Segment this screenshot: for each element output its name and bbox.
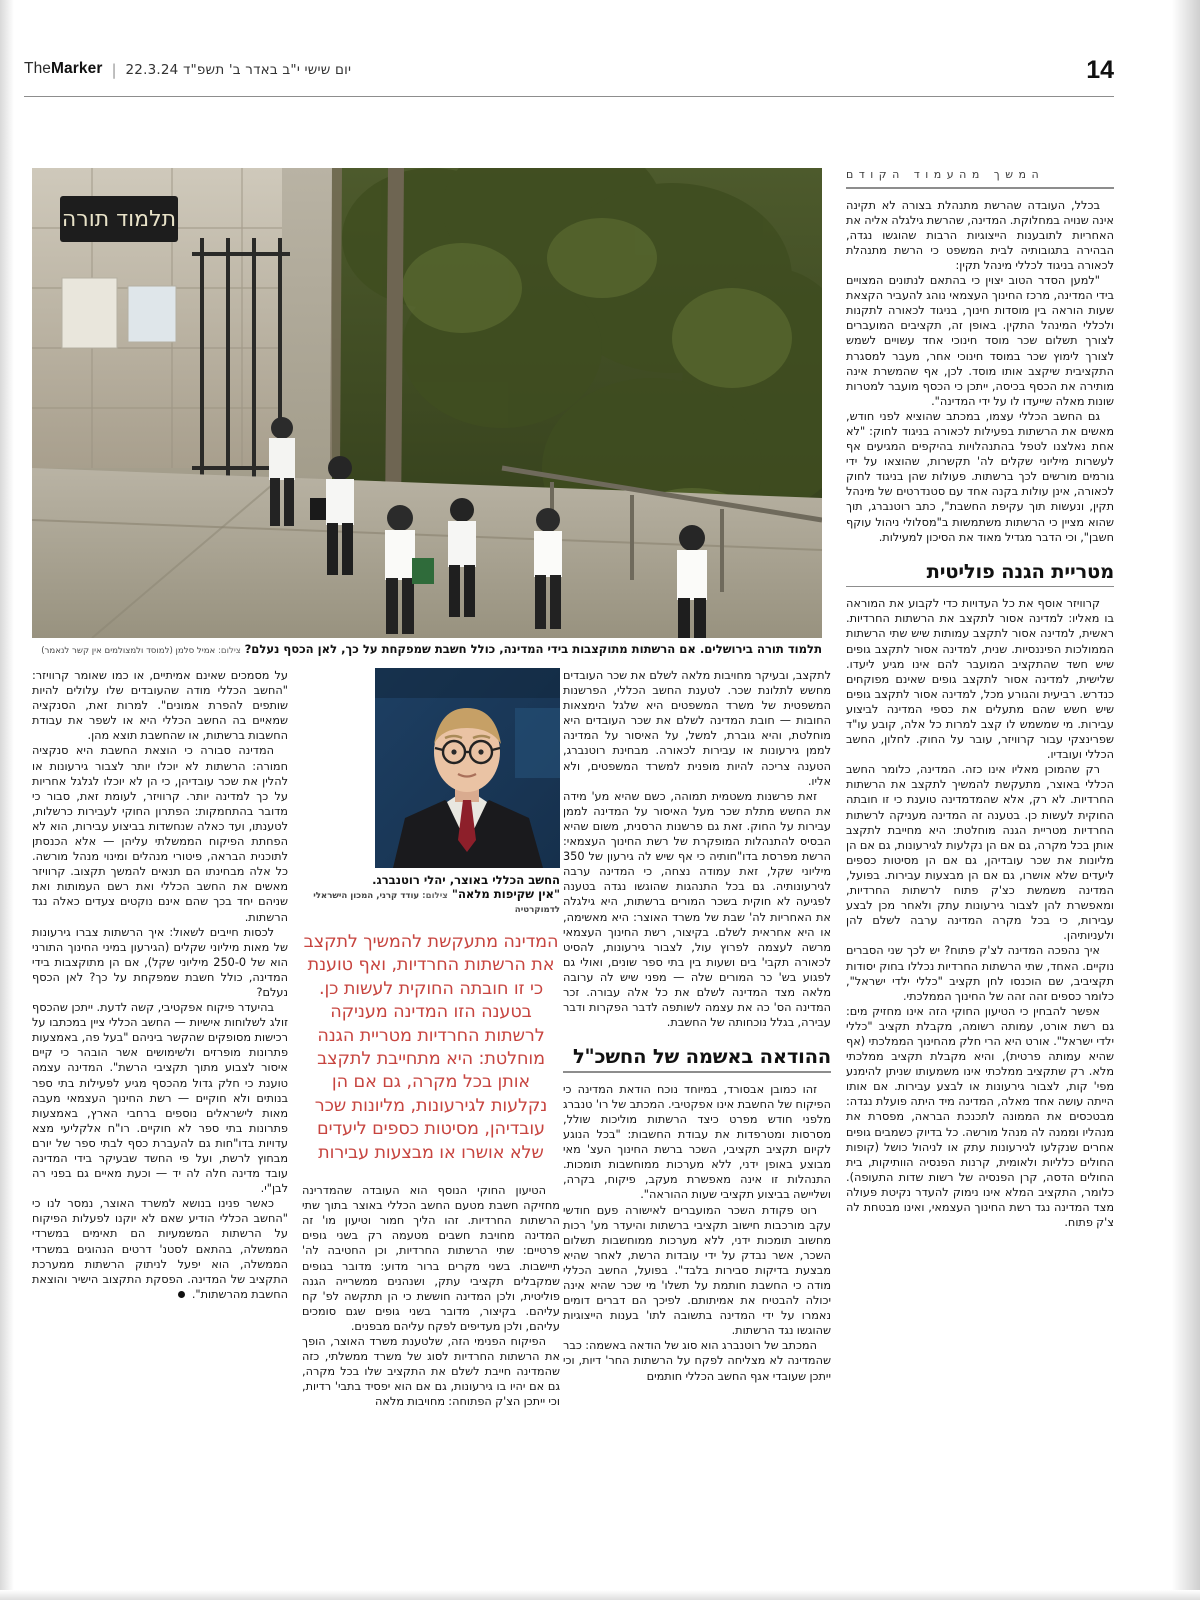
portrait-photo [375,668,560,868]
lead-photo-caption [32,642,822,656]
lead-photo-credit-label: צילום: [218,646,241,656]
paragraph: רק שהמוכן מאליו אינו כזה. המדינה, כלומר החשב הכללי באוצר, מתעקשת להמשיך לתקצב את הרשתות החרדיות. לא רק, אלא שהמדמדינה טוענת כי זו חובתה החוקית לעשות כן. בטענה זה המדינה מעניקה לרשתות החרדיות מטריית הגנה מוחלטת: היא מחייבת לתקצב אותן בכל מקרה, גם אם הן נקלעות לגירעונות, גם אם הן מליונות את שכר עובדיהן, גם אם הן מסיטות כספים ליעדים שלא אושרו, גם אם הן מבצעות עבירות. בפועל, המדינה משמשת כצ'ק פתוח לרשתות החרדיות, ומאפשרת להן לצבור גירעונות עתק ולאחר מכן לבצע עבירות, כי בכל מקרה המדינה ערבה לשלם להן ולעניותיהן. [846,763,1114,943]
paragraph [32,1196,288,1302]
lead-photo-credit-name: אמיל סלמן (למוסד ולמצולמים אין קשר לנאמר) [41,646,216,656]
section-rule [846,586,1114,588]
continuation-label: המשך מהעמוד הקודם [846,168,1045,181]
paragraph: המדינה סבורה כי הוצאת החשבת היא סנקציה חמורה: הרשתות לא יוכלו יותר לצבור גירעונות או להלין את שכר עובדיהן, כי הן לא יוכלו לגלגל אחריות על כך למדינה יותר. קרוויזר, לעומת זאת, סבור כי מדובר בהתחמקות: הפתרון החוקי לעבירות כרשלות, לטענתו, ועד כאלה שנחשדות בביצוע עבירות, הוא לא הפחתת הפיקוח הממשלתי עליהן — אלא הכנסתן לתוכנית הבראה, פיטורי מנהלים ומינוי מנהל מורשה. כל אלה מבחינתו הם תנאים להמשך תקצוב. קרוויזר מאשים את החשב הכללי ואת רשם העמותות ואת שניהם יחד בכך שהם אינם נוקטים צעדים כאלה נגד הרשתות. [32,744,288,924]
paragraph: זהו כמובן אבסורד, במיוחד נוכח הודאת המדינה כי הפיקוח של החשבת אינו אפקטיבי. המכתב של רו' טנברג מלפני חודש מפרט כיצד הרשתות מוליכות שולל, מסרסות ומטרפדות את עבודת החשבות: "בכל הנוגע לקיום תקציב תקציבי, השכר ברשת החינוך העצ' מאי מבוצע באופן ידני, ללא מערכות ממוחשבות תומכות. התנהלות זו אינה מאפשרת מעקב, פיקוח, בקרה, ושליישה בביצוע תקציבי שעות ההוראה". [563,1082,831,1202]
paragraph: אפשר להבחין כי הטיעון החוקי הזה אינו מחזיק מים: גם רשת אורט, עמותה רשומה, מקבלת תקציב "כללי ילדי ישראל". אורט היא הרי חלק מהחינוך הממלכתי (אף שהיא עמותה פרטית), והיא מקבלת תקציב ממלכתי מלא. רק שתקציב ממלכתי אינו משמעותו שניתן להימנע מפי' קות, לצבור גירעונות או לבצע עבירות. אם אותו הייתה עושה אחד מאלה, המדינה מיד היתה פועלת נגדה: מבטכסים את הממונה לתכנכת הבראה, מפסרת את מנהליו וממנה לה מנהל מורשה. כל בדיוק כשמבים גופים אחרים שנקלעו לגירעונות עתק או לניהול כושל (קופות החולים כלליות ולאומית, קרנות הפנסיה הוותיקות, בית החולים הדסה, קרן הפנסיה של רשות שדות התעופה). כלומר, התקציב המלא אינו נימוק להעדר נקיטת פעולה מצד המדינה נגד רשת החינוך העצמאי, ואינו מבטחת לה צ'ק פתוח. [846,1004,1114,1230]
portrait-caption-line1: החשב הכללי באוצר, יהלי רוטנברג. [372,873,560,887]
paragraph: המכתב של רוטנברג הוא סוג של הודאה באשמה: כבר שהמדינה לא מצליחה לפקח על הרשתות החר' דיות, וכי ייתכן שעובדי אגף החשב הכללי חותמים [563,1339,831,1383]
paragraph: לתקצב, ובעיקר מחויבות מלאה לשלם את שכר העובדים מחשש לתלונת שכר. לטענת החשב הכללי, הפרשנות המשפטית של משרד המשפטים היא שלגל הימצאות החובות — חובת המדינה לשלם את שכר העובדים היא מוחלטת, והיא גוברת, למשל, על האיסור על המדינה לממן גירעונות או עבירות לכאורה. מבחינת רוטנברג, הטענה צריכה להיות מופנית למשרד המשפטים, ולא אליו. [563,669,831,788]
portrait-credit-label: צילום: [422,891,448,901]
lead-photo-illustration [32,168,822,638]
section-heading-confession: ההודאה באשמה של החשכ"ל [572,1045,831,1069]
page-number: 14 [1086,56,1114,84]
paragraph: על מסמכים שאינם אמיתיים, או כמו שאומר קרוויזר: "החשב הכללי מודה שהעובדים שלו עלולים להיות שותפים להפרת אמונים". למרות זאת, הסנקציה שמאיים בה החשב הכללי היא או לשפר את עבודת החשבות ברשתות, או שהחשבת תוצא מהן. [32,669,288,743]
masthead-rule [24,96,1114,97]
end-of-article-marker [178,1291,185,1298]
portrait-block [313,668,560,915]
lead-photo-credit [41,646,241,656]
paragraph-text: כאשר פנינו בנושא למשרד האוצר, נמסר לנו כי "החשב הכללי הודיע שאם לא יוקנו לפעלות הפיקוח על הרשתות המשמעיות הם תאימים במשרדי הממשלה, בהתאם לסטנ' דרטים הנהוגים במשרדי הממשלה, הוא יפעל לניתוק הרשתות ממערכת התקציב של המדינה. הפסקת התקצוב הישיר והוצאת החשבת מהרשתות". [32,1197,288,1301]
column-portrait-pullquote [302,668,560,1409]
paragraph: רוט פקודת השכר המועברים לאישורה פעם חודשי עקב מורכבות חישוב תקציבי ברשתות והיעדר מע' רכות מחשוב תומכות ידני, ללא מערכות ממוחשבות תשלום השכר, אשר נבדק על ידי עובדות הרשת, לאחר שהיא מבצעת בדיקות סבירות בלבד". בפועל, החשב הכללי מודה כי החשבת חותמת על תשלו' מי שכר שהיא אינה יכולה להבטיח את אמיתותם. לפיכך הם דברים דומים נאמרו על ידי המדינה בתשובה לתו' בענות הייצוגיות שהוגשו נגד הרשתות. [563,1203,831,1338]
page-scan-edge-right [1172,0,1200,1600]
page-scan-edge-left [0,0,14,1600]
paragraph: הפיקוח הפנימי הזה, שלטענת משרד האוצר, הופך את הרשתות החרדיות לסוג של משרד ממשלתי, כזה שהמדינה חייבת לשלם את התקציב שלו בכל מקרה, גם אם יהיו בו גירעונות, גם אם הוא יפסיד בתבי' רדיות, וכי ייתכן הצ'ק הפתוחה: מחויבות מלאה [302,1335,560,1409]
section-rule [563,1071,831,1073]
svg-text:תלמוד תורה: תלמוד תורה [61,207,177,232]
section-heading-political-umbrella: מטריית הגנה פוליטית [926,559,1114,583]
lead-photo-caption-text: תלמוד תורה בירושלים. אם הרשתות מתוקצבות בידי המדינה, כולל חשבת שמפקחת על כך, לאן הכסף נעלם? [244,642,822,656]
portrait-credit-name: עודד קרני, המכון הישראלי לדמוקרטיה [313,891,560,915]
masthead-separator: | [111,61,117,79]
paragraph: קרוויזר אוסף את כל העדויות כדי לקבוע את המוראה בו מאליו: למדינה אסור לתקצב את הרשתות החרדיות. ראשית, למדינה אסור לתקצב עמותות שיש שתי הרשתות הממולכות הפיננסיות. שנית, למדינה אסור לתקצב גופים שיש חשד שהתקציב המועבר להם אינו מגיע ליעדו. שלישית, למדינה אסור לתקצב גופים שאינם מפוקחים כנדרש. רביעית והגורע מכל, למדינה אסור לתקצב גופים שיש חשש שהם מתעלים את כספי המדינה לביצוע עבירות. מי שמשמש לו קצב למרות כל אלה, קובע עו"ד שפרינצקי עבור קרוויזר, עובר על החוק. לחלון, החשב הכללי ועובדיו. [846,597,1114,762]
column-mid [563,668,831,1384]
pull-quote: המדינה מתעקשת להמשיך לתקצב את הרשתות החרדיות, ואף טוענת כי זו חובתה החוקית לעשות כן. בטענה הזו המדינה מעניקה לרשתות החרדיות מטריית הגנה מוחלטת: היא מתחייבת לתקצב אותן בכל מקרה, גם אם הן נקלעות לגירעונות, מליונות שכר עובדיהן, מסיטות כספים ליעדים שלא אושרו או מבצעות עבירות [303,932,559,1163]
portrait-caption [302,873,560,915]
portrait-quote: "אין שקיפות מלאה" [451,887,560,901]
column-left [32,668,288,1302]
newspaper-page [14,0,1172,1600]
portrait-caption-line2 [302,887,560,915]
lead-photo [32,168,822,638]
masthead-left-group [24,60,1114,78]
paragraph: בכלל, העובדה שהרשת מתנהלת בצורה לא תקינה אינה שנויה במחלוקת. המדינה, שהרשת גילגלה אליה את האחריות לתובענות הייצוגיות הרבות שהוגשו נגדה, הבהירה בתגובותיה לבית המשפט כי הרשת מתנהלת לכאורה בניגוד לכללי מינהל תקין: [846,198,1114,272]
paragraph: הטיעון החוקי הנוסף הוא העובדה שהמדרינה מחזיקה חשבת מטעם החשב הכללי באוצר בתוך שתי הרשתות החרדיות. זהו הליך חמור וטיעון מו' זה המדינה מחויבת חשבים מטעמה רק בשני גופים פרטיים: שתי הרשתות החרדיות, וכן החטיבה לה' תיישבות. בשני מקרים ברור מדוע: מדובר בגופים שמקבלים תקציבי עתק, ושנהנים ממשרייה הגנה פוליטית, ולכן המדינה חוששת כי הן תתקשה לפ' קח עליהם. בקיצור, מדובר בשני גופים שגם סומכים עליהם, ולכן מעדיפים לפקח עליהם מבפנים. [302,1184,560,1333]
paragraph: זאת פרשנות משטמית תמוהה, כשם שהיא מע' מידה את החשש מתלת שכר מעל האיסור על המדינה לממן עבירות על החוק. זאת גם פרשנות הרסנית, משום שהיא הבסיס להתנהלות המופקרת של רשת החינוך העצמאי: הרשת מפרסת בדו"חותיה כי אף שיש לה גירעון של 350 מיליוני שקל, זאת עמודה נצחה, כי המדינה ערבה לגירעונותיה. גם בכל התנהגות שהוגשו נגדה בטענה לפגיעה לא חוקית בשכר המורים ברשתות, היא גילגלה את האחריות לה' שבת של משרד האוצר: היא מאשימה, או היא אחראית לשלם. בקיצור, רשת החינוך העצמאי מרשה לעצמה לפרוץ עול, לצבור גירעונות, להסיט לכאורה תקבי' בים ושעות בין בתי ספר שונים, ואולי גם לפגוע בש' כר המורים שלה — מפני שיש לה ערובה מלאה מצד המדינה לשלם את כל אלה עבורה. זכר המדינה הס' כה את עצמה לשותפה לדבר הפקרות ודבר עבירה, בגלל נוכחותה של החשבת. [563,789,831,1030]
continuation-rule [846,187,1114,189]
lead-photo-block [32,168,822,656]
issue-date: יום שישי י"ב באדר ב' תשפ"ד 22.3.24 [125,62,352,78]
paragraph: גם החשב הכללי עצמו, במכתב שהוציא לפני חודש, מאשים את הרשתות בפעילות לכאורה בניגוד לחוק: "לא אחת נאלצנו לטפל בהתנהלויות בהיקפים המגיעים אף לעשרות מיליוני שקלים לה' תקשרות, שהוצאו על ידי גורמים מורשים לכך ברשתות. פעולות שהן בניגוד לחוק לכאורה, אינן עולות בקנה אחד עם סטנדרטים של מינהל תקין, ונעשות תוך עקיפת החשבת", כתב רוטנברג, תוך שהוא מציין כי הרשתות משתמשות ב"מסלולי ניהול עוקף חשבן", וכי הדבר מגדיל מאוד את הסיכון למעילות. [846,409,1114,544]
paragraph: בהיעדר פיקוח אפקטיבי, קשה לדעת. ייתכן שהכסף זולג לשלוחות אישיות — החשב הכללי ציין במכתבו על רכישות מסופקים שהקשר ביניהם "בעל פה, באמצעות פתרונות מופרזים ולשימושים אשר הובהר כי קיים איסור לצבוע מתוך תקציבי הרשת". המדינה עצמה טוענת כי חלק גדול מהכסף מגיע לפעילות בתי ספר בנותים ולא חוקיים — רשת החינוך העצמאי מעבה מאות לישראלים נוספים ברחבי הארץ, באמצעות פתרונות בתי ספר לא חוקיים. רו"ח אלקליעי מצא עדויות בדו"חות גם להעברת כסף לבתי ספר של יורם מבחוץ לרשת, ועל פי החשד שבעיקר בידי המדינה עובד מדינה חלה לה יד — וכעת מאיים גם בפני רה לבן"י. [32,1001,288,1196]
continuation-column [846,168,1114,1230]
paragraph: לכסות חייבים לשאול: איך הרשתות צברו גירעונות של מאות מיליוני שקלים (הגירעון במיני החינוך התורני הוא של 250-0 מיליוני שקל), אם הן מתוקצבות בידי המדינה, כולל חשבת שמפקחת על כך? לאן הכסף נעלם? [32,925,288,999]
paragraph: "למען הסדר הטוב יצוין כי בהתאם לנתונים המצויים בידי המדינה, מרכז החינוך העצמאי נוהג להעביר הקצאת שעות הוראה בין מוסדות חינוך, בניגוד לכאורה לתקנות ולכללי המינהל התקין. באופן זה, תקציבים המועברים לצורך תשלום שכר מוסד חינוכי אחד עשויים לשמש לצורך לימוץ שכר במוסד חינוכי אחר, מעבר למסגרת התקציבית שיקצב אותו מוסד. לכן, אף שהמשרת אינה מותירה את הכסף בכיסה, ייתכן כי הכסף מועבר למטרות שונות מאלה שייעדו לו על ידי המדינה". [846,274,1114,408]
article-body [32,168,1114,1568]
portrait-illustration [375,668,560,868]
paragraph: איך נהפכה המדינה לצ'ק פתוח? יש לכך שני הסברים נוקיים. האחד, שתי הרשתות החרדיות נכללו בחוק יסודות תקציביב, שם הוכנסו לחן תקציב "כללי ילדי ישראל", כלומר כספים זהה זהה של החינוך הממלכתי. [846,944,1114,1003]
themarker-logo[interactable]: TheMarker [24,60,103,77]
masthead [24,56,1114,102]
